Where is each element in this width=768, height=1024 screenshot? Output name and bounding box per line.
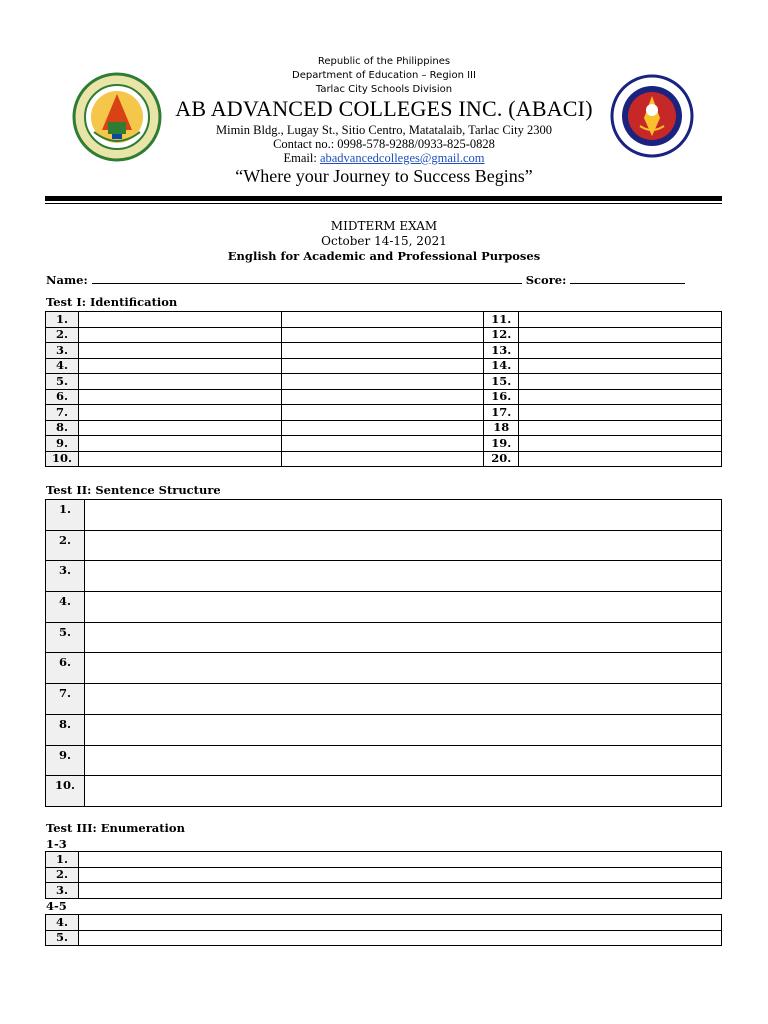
test3-number: 3. <box>46 883 79 899</box>
test1-answer-cell[interactable] <box>281 405 484 421</box>
test1-number: 6. <box>46 389 79 405</box>
test2-number: 6. <box>46 653 85 684</box>
test1-answer-cell[interactable] <box>78 374 281 390</box>
test1-answer-cell[interactable] <box>519 436 722 452</box>
test1-number: 8. <box>46 420 79 436</box>
test3-answer-cell[interactable] <box>78 930 721 946</box>
score-label: Score: <box>525 273 567 287</box>
test1-answer-cell[interactable] <box>78 405 281 421</box>
test1-number: 13. <box>484 343 519 359</box>
score-field[interactable] <box>570 272 685 284</box>
test2-number: 8. <box>46 714 85 745</box>
test3-row <box>46 915 722 931</box>
test2-number: 9. <box>46 745 85 776</box>
test2-answer-cell[interactable] <box>84 714 721 745</box>
test1-row <box>46 343 722 359</box>
test1-row <box>46 312 722 328</box>
header-division: Tarlac City Schools Division <box>315 84 453 95</box>
test1-table <box>45 311 722 467</box>
test1-row <box>46 327 722 343</box>
test2-answer-cell[interactable] <box>84 745 721 776</box>
school-email-line <box>0 151 768 165</box>
exam-date: October 14-15, 2021 <box>321 234 447 248</box>
test1-answer-cell[interactable] <box>281 389 484 405</box>
test1-number: 14. <box>484 358 519 374</box>
test1-number: 2. <box>46 327 79 343</box>
test2-row <box>46 622 722 653</box>
school-name: AB ADVANCED COLLEGES INC. (ABACI) <box>175 96 593 121</box>
test1-answer-cell[interactable] <box>519 327 722 343</box>
test1-answer-cell[interactable] <box>281 436 484 452</box>
test2-row <box>46 745 722 776</box>
test3-title: Test III: Enumeration <box>46 821 185 835</box>
test2-answer-cell[interactable] <box>84 776 721 807</box>
test2-number: 5. <box>46 622 85 653</box>
test2-answer-cell[interactable] <box>84 530 721 561</box>
test2-number: 1. <box>46 500 85 531</box>
test2-row <box>46 776 722 807</box>
test2-row <box>46 500 722 531</box>
test1-answer-cell[interactable] <box>519 343 722 359</box>
test1-answer-cell[interactable] <box>281 358 484 374</box>
email-link[interactable]: abadvancedcolleges@gmail.com <box>319 151 485 165</box>
test1-number: 17. <box>484 405 519 421</box>
test3-answer-cell[interactable] <box>78 883 721 899</box>
test1-answer-cell[interactable] <box>78 312 281 328</box>
test1-answer-cell[interactable] <box>78 451 281 467</box>
test3-row <box>46 883 722 899</box>
exam-subject: English for Academic and Professional Purposes <box>227 249 541 263</box>
test2-row <box>46 561 722 592</box>
test3-group2-table <box>45 914 722 946</box>
test1-number: 1. <box>46 312 79 328</box>
test1-answer-cell[interactable] <box>519 312 722 328</box>
test2-row <box>46 592 722 623</box>
test1-number: 15. <box>484 374 519 390</box>
test3-number: 1. <box>46 852 79 868</box>
test3-row <box>46 867 722 883</box>
test2-answer-cell[interactable] <box>84 561 721 592</box>
test2-row <box>46 714 722 745</box>
test2-number: 3. <box>46 561 85 592</box>
test1-answer-cell[interactable] <box>519 374 722 390</box>
test2-row <box>46 653 722 684</box>
test2-table <box>45 499 722 807</box>
test1-answer-cell[interactable] <box>281 312 484 328</box>
test1-row <box>46 451 722 467</box>
test3-answer-cell[interactable] <box>78 867 721 883</box>
test1-number: 18 <box>484 420 519 436</box>
header-department: Department of Education – Region III <box>292 70 476 81</box>
test2-answer-cell[interactable] <box>84 500 721 531</box>
test1-number: 20. <box>484 451 519 467</box>
test1-row <box>46 405 722 421</box>
test1-answer-cell[interactable] <box>281 327 484 343</box>
test2-number: 2. <box>46 530 85 561</box>
test2-number: 10. <box>46 776 85 807</box>
test2-number: 7. <box>46 684 85 715</box>
test3-number: 5. <box>46 930 79 946</box>
test1-answer-cell[interactable] <box>281 451 484 467</box>
test1-answer-cell[interactable] <box>281 343 484 359</box>
school-motto: “Where your Journey to Success Begins” <box>235 166 533 186</box>
test3-group2-label: 4-5 <box>46 899 67 913</box>
exam-title: MIDTERM EXAM <box>330 219 438 233</box>
test1-answer-cell[interactable] <box>281 420 484 436</box>
test1-number: 11. <box>484 312 519 328</box>
test1-number: 9. <box>46 436 79 452</box>
test3-row <box>46 852 722 868</box>
test3-number: 2. <box>46 867 79 883</box>
school-address: Mimin Bldg., Lugay St., Sitio Centro, Matatalaib, Tarlac City 2300 <box>215 123 553 137</box>
test1-row <box>46 358 722 374</box>
name-field[interactable] <box>92 272 522 284</box>
test1-row <box>46 436 722 452</box>
test3-answer-cell[interactable] <box>78 852 721 868</box>
header-divider-thin <box>45 203 722 204</box>
test1-answer-cell[interactable] <box>519 405 722 421</box>
test1-answer-cell[interactable] <box>78 358 281 374</box>
test1-row <box>46 374 722 390</box>
test1-number: 3. <box>46 343 79 359</box>
test1-row <box>46 420 722 436</box>
test2-answer-cell[interactable] <box>84 592 721 623</box>
test3-group1-label: 1-3 <box>46 837 67 851</box>
test1-answer-cell[interactable] <box>78 420 281 436</box>
test2-row <box>46 684 722 715</box>
test3-answer-cell[interactable] <box>78 915 721 931</box>
test3-group1-table <box>45 851 722 899</box>
header-republic: Republic of the Philippines <box>317 56 451 67</box>
test1-number: 7. <box>46 405 79 421</box>
test1-number: 16. <box>484 389 519 405</box>
test1-number: 5. <box>46 374 79 390</box>
test2-number: 4. <box>46 592 85 623</box>
test1-row <box>46 389 722 405</box>
school-contact: Contact no.: 0998-578-9288/0933-825-0828 <box>273 137 495 151</box>
test2-answer-cell[interactable] <box>84 622 721 653</box>
test1-number: 4. <box>46 358 79 374</box>
test1-answer-cell[interactable] <box>519 420 722 436</box>
test1-answer-cell[interactable] <box>519 451 722 467</box>
test2-row <box>46 530 722 561</box>
test1-answer-cell[interactable] <box>78 389 281 405</box>
test3-number: 4. <box>46 915 79 931</box>
test1-answer-cell[interactable] <box>519 358 722 374</box>
test1-title: Test I: Identification <box>46 295 178 309</box>
test2-answer-cell[interactable] <box>84 653 721 684</box>
header-divider-thick <box>45 196 722 201</box>
test1-answer-cell[interactable] <box>281 374 484 390</box>
test1-answer-cell[interactable] <box>78 343 281 359</box>
test2-answer-cell[interactable] <box>84 684 721 715</box>
test2-title: Test II: Sentence Structure <box>46 483 221 497</box>
test1-answer-cell[interactable] <box>78 327 281 343</box>
test1-answer-cell[interactable] <box>519 389 722 405</box>
test1-number: 19. <box>484 436 519 452</box>
test1-answer-cell[interactable] <box>78 436 281 452</box>
name-score-line <box>46 272 685 287</box>
name-label: Name: <box>46 273 88 287</box>
test1-number: 12. <box>484 327 519 343</box>
email-label: Email: <box>283 151 320 165</box>
test3-row <box>46 930 722 946</box>
test1-number: 10. <box>46 451 79 467</box>
